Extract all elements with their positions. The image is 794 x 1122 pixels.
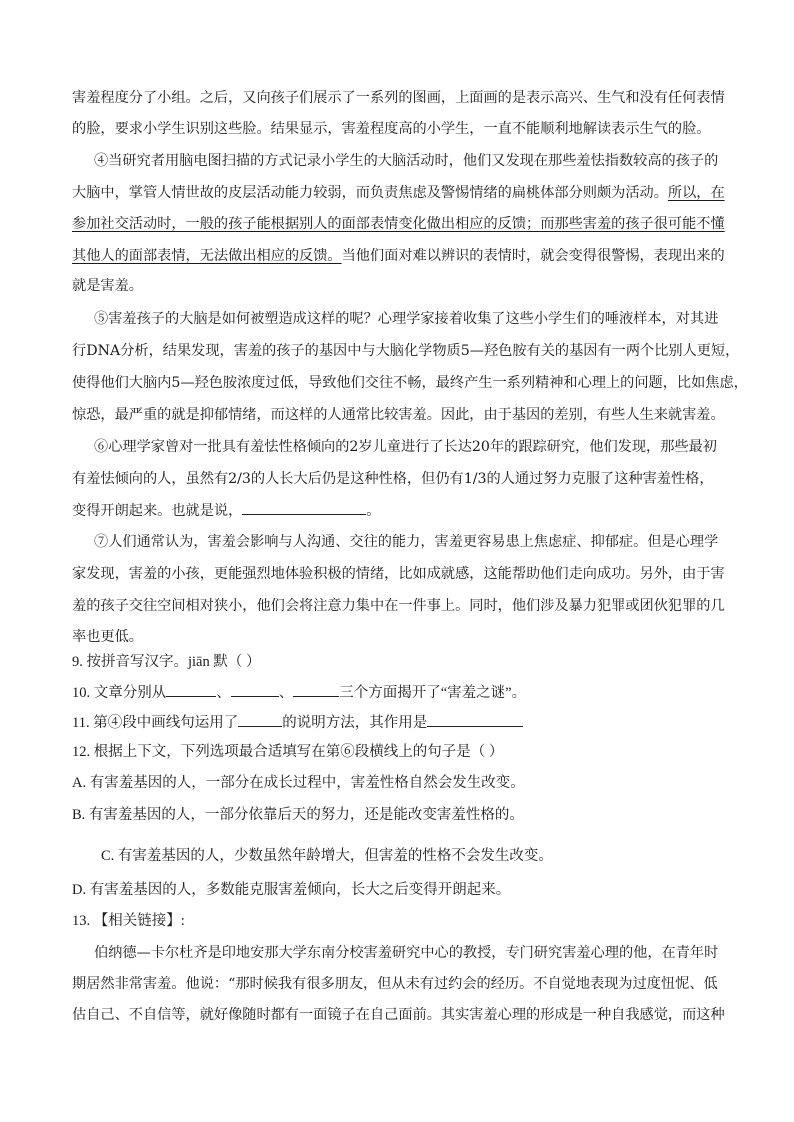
question-10-text: 、 — [278, 685, 294, 701]
paragraph-5-line: 行DNA分析，结果发现，害羞的孩子的基因中与大脑化学物质5—羟色胺有关的基因有一两个比别人更短， — [72, 343, 740, 359]
link-passage-line: 估自己、不自信等，就好像随时都有一面镜子在自己面前。其实害羞心理的形成是一种自我感觉，而这种 — [72, 1007, 725, 1023]
link-passage-line: 期居然非常害羞。他说：“那时候我有很多朋友，但从未有过约会的经历。不自觉地表现为过度忸怩、低 — [72, 976, 718, 992]
question-11 — [72, 712, 523, 733]
paragraph-4-line: 就是害羞。 — [72, 278, 143, 294]
question-10-text: 、 — [216, 685, 231, 701]
answer-blank[interactable] — [242, 500, 366, 515]
option-d[interactable]: D. 有害羞基因的人，多数能克服害羞倾向，长大之后变得开朗起来。 — [72, 882, 511, 898]
passage-line: 的脸，要求小学生识别这些脸。结果显示，害羞程度高的小学生，一直不能顺利地解读表示生气的脸。 — [72, 121, 711, 137]
option-c[interactable]: C. 有害羞基因的人，少数虽然年龄增大，但害羞的性格不会发生改变。 — [101, 848, 553, 864]
underlined-sentence: 其他人的面部表情，无法做出相应的反馈。 — [72, 248, 342, 264]
question-10-text: 三个方面揭开了“害羞之谜”。 — [339, 685, 527, 701]
paragraph-4-line — [72, 246, 725, 266]
question-10 — [72, 682, 526, 703]
answer-blank[interactable] — [231, 682, 279, 697]
paragraph-5-line: ⑤害羞孩子的大脑是如何被塑造成这样的呢？心理学家接着收集了这些小学生们的唾液样本，对其进 — [94, 311, 719, 327]
passage-line: 害羞程度分了小组。之后，又向孩子们展示了一系列的图画，上面画的是表示高兴、生气和没有任何表情 — [72, 90, 725, 106]
paragraph-7-line: 羞的孩子交往空间相对狭小，他们会将注意力集中在一件事上。同时，他们涉及暴力犯罪或团伙犯罪的几 — [72, 598, 725, 614]
paragraph-6-line — [72, 500, 380, 521]
paragraph-6-line: 有羞怯倾向的人，虽然有2/3的人长大后仍是这种性格，但仍有1/3的人通过努力克服了这种害羞性格， — [72, 471, 714, 487]
paragraph-7-line: ⑦人们通常认为，害羞会影响与人沟通、交往的能力，害羞更容易患上焦虑症、抑郁症。但是心理学 — [94, 534, 719, 550]
question-11-text: 11. 第④段中画线句运用了 — [72, 715, 239, 731]
paragraph-7-line: 家发现，害羞的小孩，更能强烈地体验积极的情绪，比如成就感，这能帮助他们走向成功。另外，由于害 — [72, 566, 725, 582]
answer-blank[interactable] — [238, 712, 282, 727]
underlined-sentence: 所以，在 — [667, 185, 725, 201]
paragraph-6-text: 。 — [366, 503, 381, 519]
paragraph-6-line: ⑥心理学家曾对一批具有羞怯性格倾向的2岁儿童进行了长达20年的跟踪研究，他们发现，那些最初 — [94, 439, 717, 455]
answer-blank[interactable] — [427, 712, 523, 727]
question-12: 12. 根据上下文，下列选项最合适填写在第⑥段横线上的句子是（ ） — [72, 744, 504, 760]
paragraph-5-line: 使得他们大脑内5—羟色胺浓度过低，导致他们交往不畅，最终产生一系列精神和心理上的问题，比如焦虑， — [72, 375, 748, 391]
underlined-sentence: 参加社交活动时，一般的孩子能根据别人的面部表情变化做出相应的反馈；而那些害羞的孩子很可能不懂 — [72, 216, 725, 232]
paragraph-6-text: 变得开朗起来。也就是说， — [72, 503, 243, 519]
question-13: 13. 【相关链接】: — [72, 913, 185, 929]
option-a[interactable]: A. 有害羞基因的人，一部分在成长过程中，害羞性格自然会发生改变。 — [72, 775, 525, 791]
option-b[interactable]: B. 有害羞基因的人，一部分依靠后天的努力，还是能改变害羞性格的。 — [72, 807, 524, 823]
paragraph-5-line: 惊恐，最严重的就是抑郁情绪，而这样的人通常比较害羞。因此，由于基因的差别，有些人生来就害羞。 — [72, 407, 725, 423]
question-10-text: 10. 文章分别从 — [72, 685, 167, 701]
paragraph-7-line: 率也更低。 — [72, 629, 143, 645]
answer-blank[interactable] — [293, 682, 339, 697]
paragraph-4-text: 大脑中，掌管人情世故的皮层活动能力较弱，而负责焦虑及警惕情绪的扁桃体部分则颇为活动。 — [72, 185, 668, 201]
paragraph-4-line — [72, 183, 725, 203]
paragraph-4-text: 当他们面对难以辨识的表情时，就会变得很警惕，表现出来的 — [341, 248, 725, 264]
answer-blank[interactable] — [166, 682, 216, 697]
question-11-text: 的说明方法，其作用是 — [282, 715, 428, 731]
link-passage-line: 伯纳德—卡尔杜齐是印地安那大学东南分校害羞研究中心的教授，专门研究害羞心理的他，在青年时 — [94, 945, 719, 961]
question-9: 9. 按拼音写汉字。jiān 默（ ） — [72, 654, 261, 670]
paragraph-4-line: ④当研究者用脑电图扫描的方式记录小学生的大脑活动时，他们又发现在那些羞怯指数较高的孩子的 — [94, 153, 719, 169]
